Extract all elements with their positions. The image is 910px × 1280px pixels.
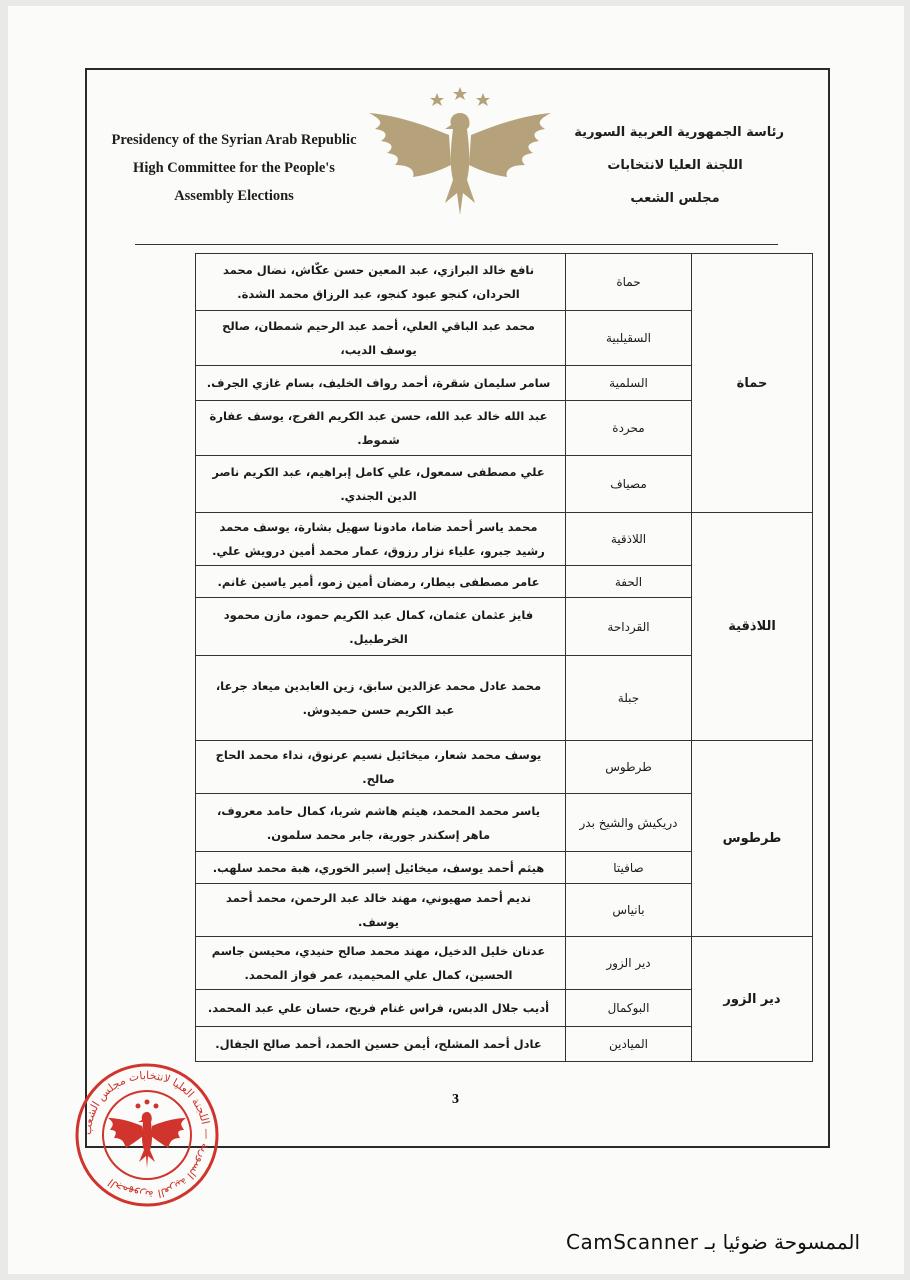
candidate-names-cell: هيثم أحمد يوسف، ميخائيل إسبر الخوري، هبة محمد سلهب.: [196, 852, 566, 884]
candidates-table: [195, 253, 813, 1062]
candidate-names-cell: فايز عثمان عثمان، كمال عبد الكريم حمود، مازن محمود الخرطبيل.: [196, 598, 566, 656]
district-cell: البوكمال: [566, 990, 692, 1027]
district-cell: جبلة: [566, 656, 692, 741]
candidate-names-cell: عامر مصطفى بيطار، رمضان أمين زمو، أمير ياسين غانم.: [196, 566, 566, 598]
header-english-line: Assembly Elections: [174, 188, 294, 204]
candidate-names-cell: أديب جلال الدبس، فراس غنام فريح، حسان علي عبد المحمد.: [196, 990, 566, 1027]
candidate-names-cell: عدنان خليل الدخيل، مهند محمد صالح حنيدي، محيسن جاسم الحسين، كمال علي المحيميد، عمر فواز المحمد.: [196, 937, 566, 990]
candidate-names-cell: محمد عادل محمد عزالدين سابق، زين العابدين ميعاد جرعا، عبد الكريم حسن حميدوش.: [196, 656, 566, 741]
candidate-names-cell: نافع خالد البرازي، عبد المعين حسن عكّاش، نضال محمد الحردان، كنجو عبود كنجو، عبد الرزاق محمد الشدة.: [196, 254, 566, 311]
header-arabic-line: رئاسة الجمهورية العربية السورية: [574, 125, 784, 140]
candidate-names-cell: محمد ياسر أحمد ضاما، مادونا سهيل بشارة، يوسف محمد رشيد جبرو، علياء نزار رزوق، عمار محمد أمين درويش علي.: [196, 513, 566, 566]
svg-text:الجمهورية العربية السورية — ال: الجمهورية العربية السورية — اللجنة العليا لانتخابات مجلس الشعب: [80, 1068, 214, 1202]
official-seal-icon: [72, 1060, 222, 1210]
header-english-line: Presidency of the Syrian Arab Republic: [111, 132, 357, 148]
header-divider: [135, 244, 778, 245]
district-cell: الحفة: [566, 566, 692, 598]
header-arabic-line: اللجنة العليا لانتخابات: [607, 158, 743, 173]
district-cell: اللاذقية: [566, 513, 692, 566]
governorate-cell: حماة: [692, 254, 813, 513]
governorate-cell: طرطوس: [692, 741, 813, 937]
district-cell: محردة: [566, 401, 692, 456]
candidate-names-cell: محمد عبد الباقي العلي، أحمد عبد الرحيم شمطان، صالح يوسف الديب،: [196, 311, 566, 366]
district-cell: حماة: [566, 254, 692, 311]
district-cell: مصياف: [566, 456, 692, 513]
district-cell: السلمية: [566, 366, 692, 401]
district-cell: القرداحة: [566, 598, 692, 656]
candidate-names-cell: علي مصطفى سمعول، علي كامل إبراهيم، عبد الكريم ناصر الدين الجندي.: [196, 456, 566, 513]
table-row: [196, 937, 813, 990]
table-row: [196, 513, 813, 566]
header-arabic: [560, 116, 790, 215]
candidate-names-cell: نديم أحمد صهيوني، مهند خالد عبد الرحمن، محمد أحمد يوسف.: [196, 884, 566, 937]
district-cell: بانياس: [566, 884, 692, 937]
district-cell: دريكيش والشيخ بدر: [566, 794, 692, 852]
governorate-cell: دير الزور: [692, 937, 813, 1062]
candidate-names-cell: يوسف محمد شعار، ميخائيل نسيم عرنوق، نداء محمد الحاج صالح.: [196, 741, 566, 794]
governorate-cell: اللاذقية: [692, 513, 813, 741]
header-english-line: High Committee for the People's: [133, 160, 335, 176]
candidate-names-cell: ياسر محمد المحمد، هيثم هاشم شربا، كمال حامد معروف، ماهر إسكندر جورية، جابر محمد سلمون.: [196, 794, 566, 852]
eagle-emblem-icon: [365, 85, 555, 220]
table-row: [196, 254, 813, 311]
page-number: 3: [452, 1092, 459, 1107]
header-arabic-line: مجلس الشعب: [630, 191, 720, 206]
candidate-names-cell: سامر سليمان شقرة، أحمد رواف الخليف، بسام غازي الجرف.: [196, 366, 566, 401]
table-row: [196, 741, 813, 794]
district-cell: طرطوس: [566, 741, 692, 794]
camscanner-watermark: الممسوحة ضوئيا بـ CamScanner: [566, 1230, 861, 1254]
candidate-names-cell: عبد الله خالد عبد الله، حسن عبد الكريم الفرج، يوسف عفارة شموط.: [196, 401, 566, 456]
district-cell: صافيتا: [566, 852, 692, 884]
district-cell: دير الزور: [566, 937, 692, 990]
district-cell: الميادين: [566, 1027, 692, 1062]
candidate-names-cell: عادل أحمد المشلح، أيمن حسين الحمد، أحمد صالح الجفال.: [196, 1027, 566, 1062]
header-english: [98, 126, 370, 210]
district-cell: السقيلبية: [566, 311, 692, 366]
